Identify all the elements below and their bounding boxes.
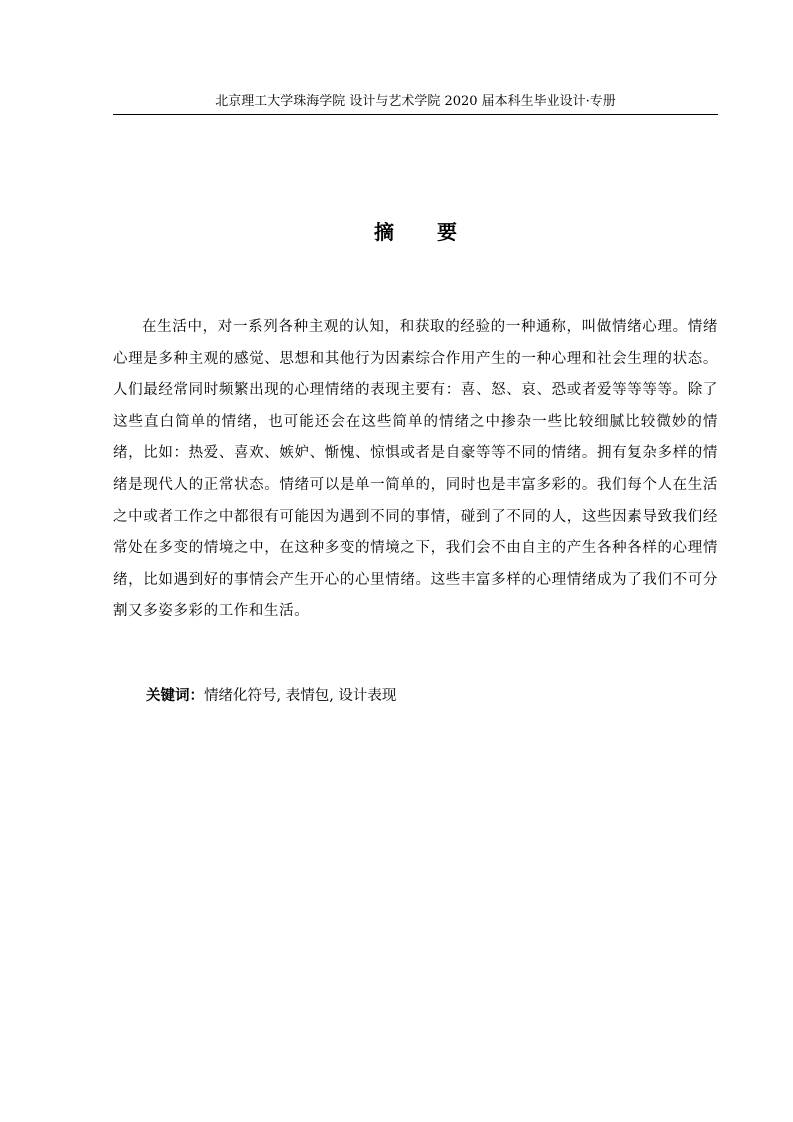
keywords-line (146, 684, 706, 708)
keywords-label: 关键词： (146, 688, 204, 704)
abstract-title: 摘 要 (374, 220, 475, 244)
abstract-paragraph: 在生活中，对一系列各种主观的认知，和获取的经验的一种通称，叫做情绪心理。情绪心理是多种主观的感觉、思想和其他行为因素综合作用产生的一种心理和社会生理的状态。人们最经常同时频繁出现的心理情绪的表现主要有：喜、怒、哀、恐或者爱等等等等。除了这些直白简单的情绪，也可能还会在这些简单的情绪之中掺杂一些比较细腻比较微妙的情绪，比如：热爱、喜欢、嫉妒、惭愧、惊惧或者是自豪等等不同的情绪。拥有复杂多样的情绪是现代人的正常状态。情绪可以是单一简单的，同时也是丰富多彩的。我们每个人在生活之中或者工作之中都很有可能因为遇到不同的事情，碰到了不同的人，这些因素导致我们经常处在多变的情境之中，在这种多变的情境之下，我们会不由自主的产生各种各样的心理情绪，比如遇到好的事情会产生开心的心里情绪。这些丰富多样的心理情绪成为了我们不可分割又多姿多彩的工作和生活。 (113, 319, 718, 620)
header-divider (113, 114, 718, 115)
keywords-value: 情绪化符号, 表情包, 设计表现 (204, 688, 397, 704)
page-header: 北京理工大学珠海学院 设计与艺术学院 2020 届本科生毕业设计·专册 (215, 94, 616, 109)
abstract-body (113, 312, 718, 628)
